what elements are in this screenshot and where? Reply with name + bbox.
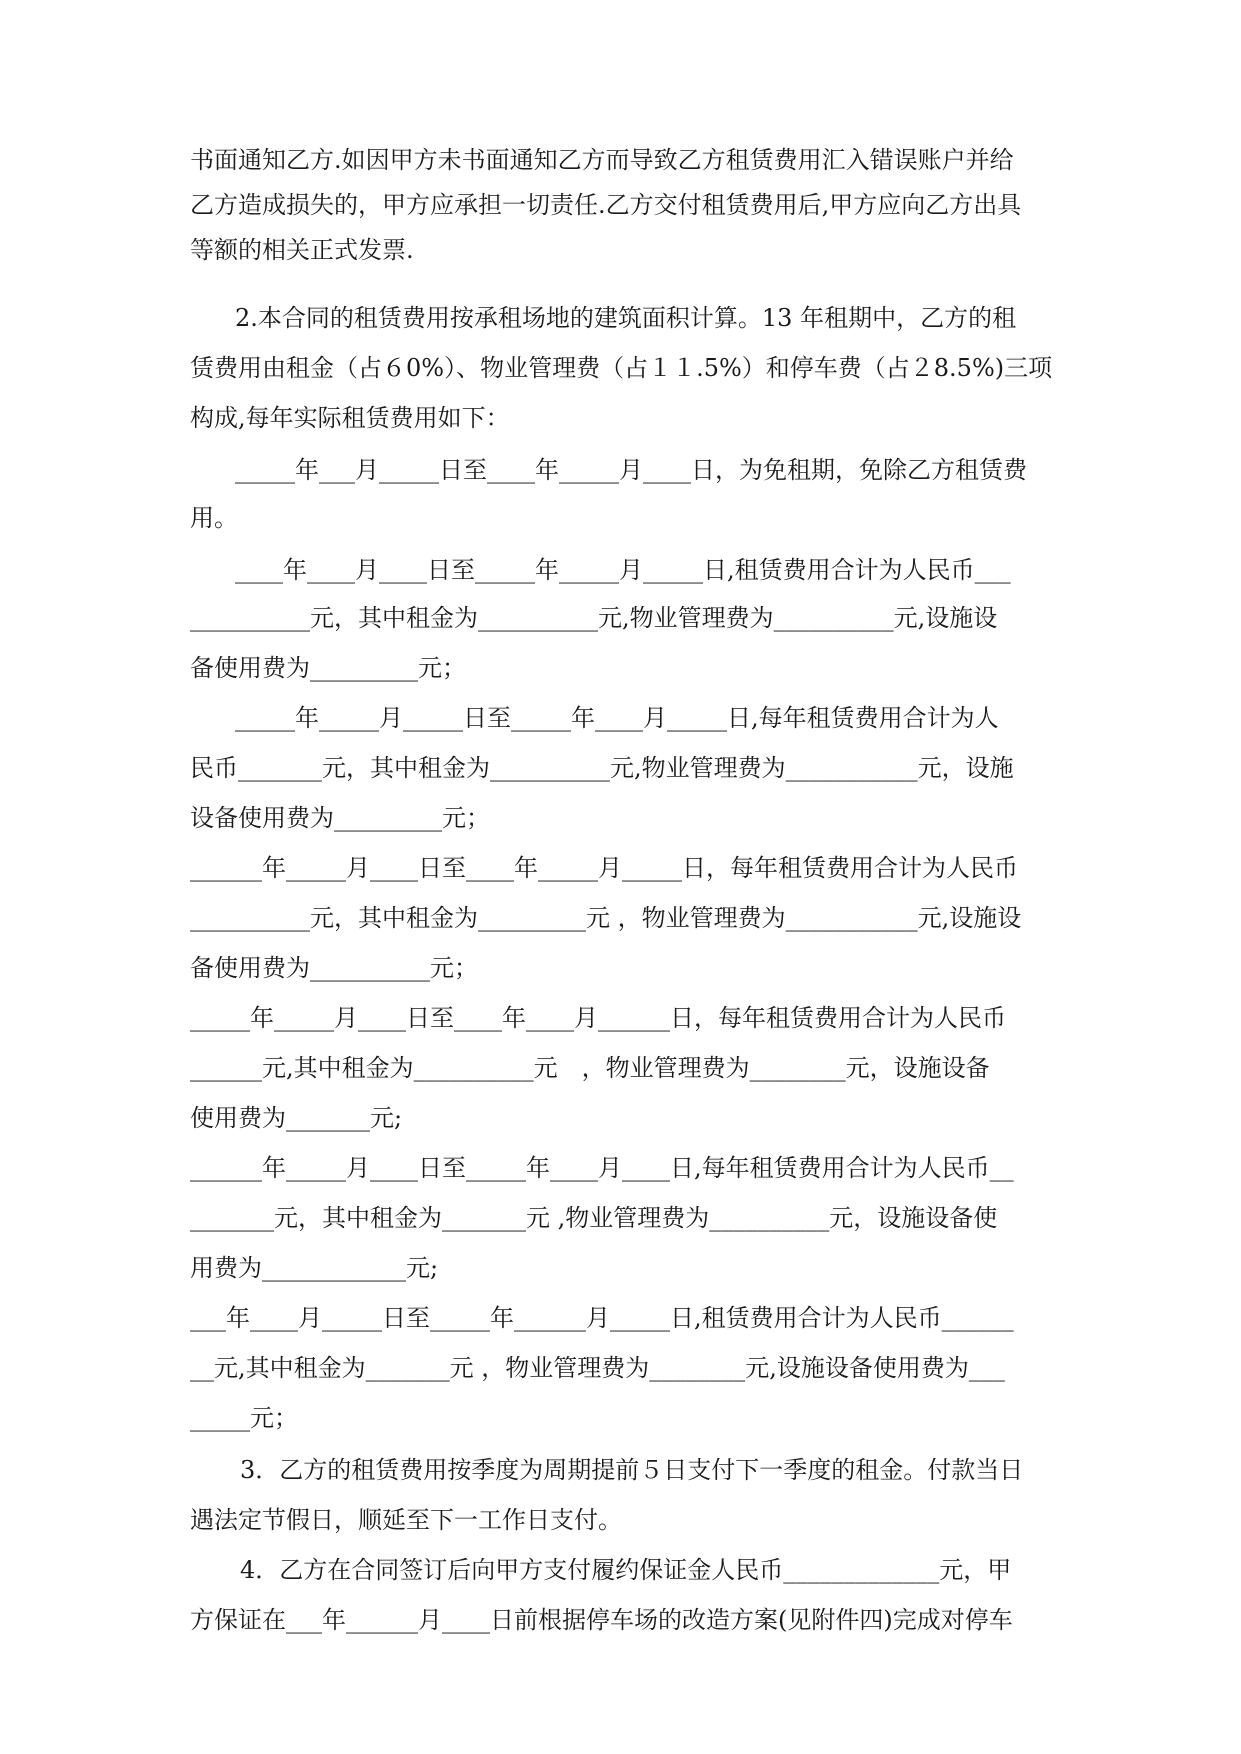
text-line: 乙方造成损失的，甲方应承担一切责任.乙方交付租赁费用后,甲方应向乙方出具 bbox=[190, 191, 1022, 219]
text-line: 方保证在___年______月____日前根据停车场的改造方案(见附件四)完成对停车 bbox=[190, 1606, 1013, 1634]
text-line: 备使用费为__________元； bbox=[190, 954, 478, 982]
text-line: _______元，其中租金为_______元 ,物业管理费为__________元，设施设备使 bbox=[190, 1204, 998, 1232]
text-line: 等额的相关正式发票. bbox=[190, 236, 414, 264]
text-line: _____元； bbox=[190, 1404, 298, 1432]
text-line: _____年_____月_____日至_____年____月_____日,每年租赁费用合计为人 bbox=[235, 704, 999, 732]
text-line: 4．乙方在合同签订后向甲方支付履约保证金人民币_____________元，甲 bbox=[240, 1556, 1012, 1584]
text-line: 赁费用由租金（占６0%）、物业管理费（占１１.5%）和停车费（占２8.5%)三项 bbox=[190, 354, 1053, 382]
text-line: 2.本合同的租赁费用按承租场地的建筑面积计算。13 年租期中，乙方的租 bbox=[235, 304, 1017, 332]
text-line: ______元,其中租金为__________元 ，物业管理费为________元，设施设备 bbox=[190, 1054, 990, 1082]
text-line: __________元，其中租金为__________元,物业管理费为__________元,设施设 bbox=[190, 604, 998, 632]
text-line: 构成,每年实际租赁费用如下： bbox=[190, 404, 510, 432]
text-line: 书面通知乙方.如因甲方未书面通知乙方而导致乙方租赁费用汇入错误账户并给 bbox=[190, 146, 1014, 174]
text-line: 备使用费为_________元； bbox=[190, 654, 466, 682]
text-line: ___年____月_____日至_____年______月_____日,租赁费用合计为人民币______ bbox=[190, 1304, 1014, 1332]
text-line: ____年____月____日至_____年_____月_____日,租赁费用合计为人民币___ bbox=[235, 556, 1011, 584]
text-line: ______年_____月____日至____年_____月_____日，每年租赁费用合计为人民币 bbox=[190, 854, 1018, 882]
text-line: 3．乙方的租赁费用按季度为周期提前５日支付下一季度的租金。付款当日 bbox=[240, 1456, 1024, 1484]
text-line: 使用费为_______元; bbox=[190, 1104, 403, 1132]
text-line: 用费为____________元; bbox=[190, 1254, 439, 1282]
text-line: 用。 bbox=[190, 504, 238, 532]
text-line: 设备使用费为_________元； bbox=[190, 804, 490, 832]
text-line: ______年_____月____日至_____年____月____日,每年租赁费用合计为人民币__ bbox=[190, 1154, 1014, 1182]
text-line: _____年_____月____日至____年____月______日，每年租赁费用合计为人民币 bbox=[190, 1004, 1006, 1032]
text-line: __元,其中租金为_______元 ，物业管理费为________元,设施设备使用费为___ bbox=[190, 1354, 1005, 1382]
text-line: 遇法定节假日，顺延至下一工作日支付。 bbox=[190, 1506, 622, 1534]
text-line: 民币_______元，其中租金为__________元,物业管理费为___________元，设施 bbox=[190, 754, 1014, 782]
text-line: _____年___月_____日至____年_____月____日，为免租期，免除乙方租赁费 bbox=[235, 456, 1027, 484]
text-line: __________元，其中租金为_________元 ，物业管理费为___________元,设施设 bbox=[190, 904, 1022, 932]
